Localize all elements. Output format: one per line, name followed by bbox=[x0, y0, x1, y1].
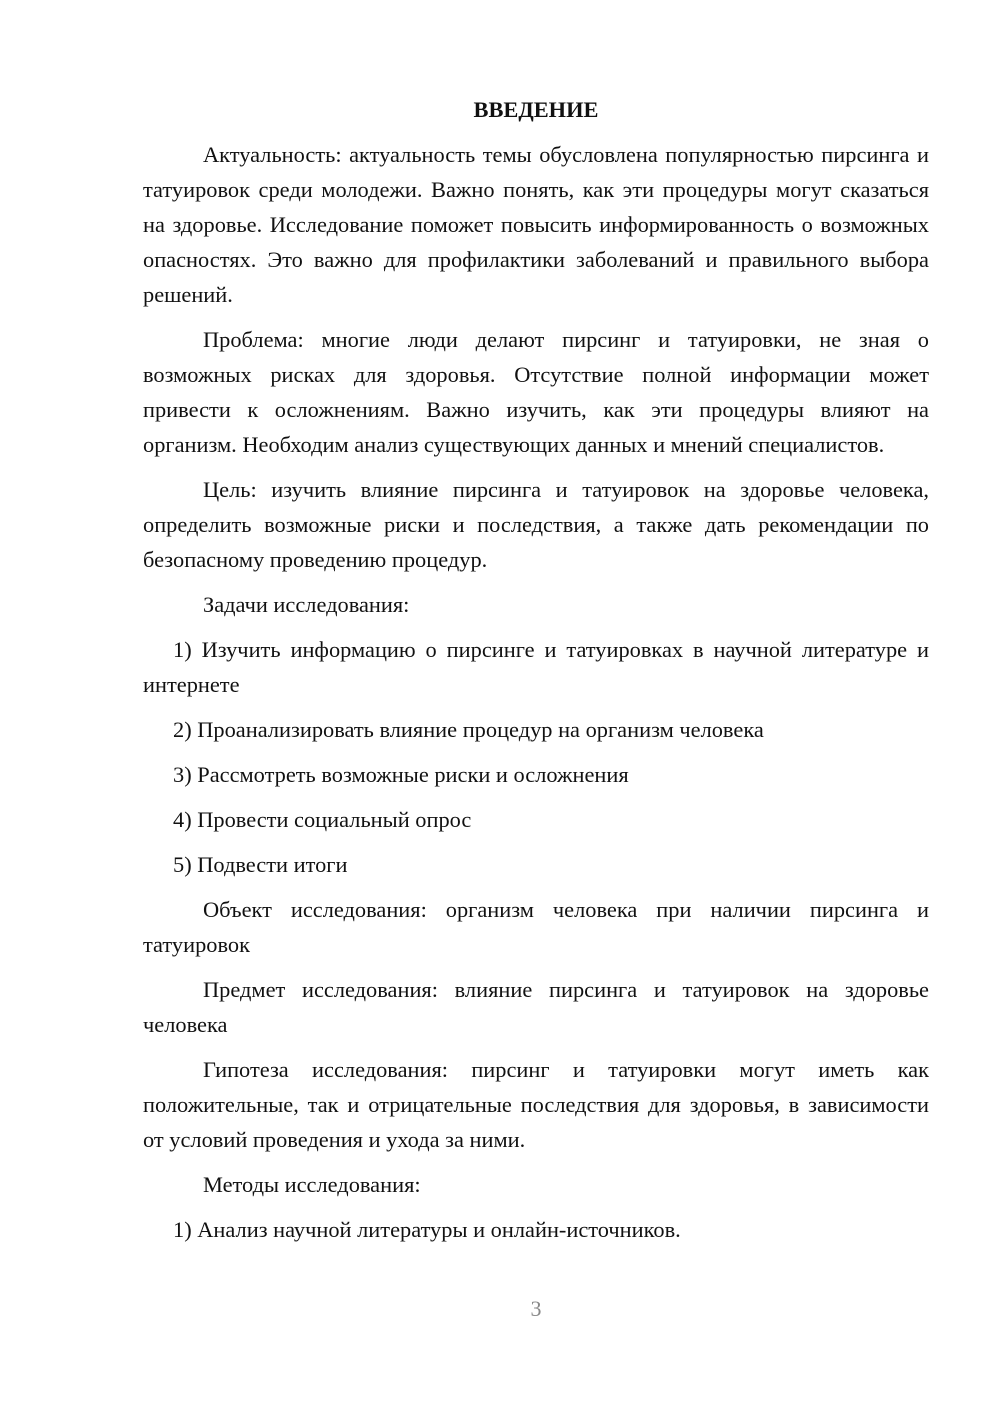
list-item: 1) Анализ научной литературы и онлайн-источников. bbox=[173, 1217, 681, 1242]
subject-paragraph: Предмет исследования: влияние пирсинга и татуировок на здоровье человека bbox=[143, 977, 929, 1037]
methods-heading: Методы исследования: bbox=[203, 1172, 421, 1197]
page-title: ВВЕДЕНИЕ bbox=[473, 97, 599, 122]
list-item: 1) Изучить информацию о пирсинге и татуировках в научной литературе и интернете bbox=[143, 637, 929, 697]
tasks-list bbox=[143, 632, 929, 882]
goal-paragraph: Цель: изучить влияние пирсинга и татуировок на здоровье человека, определить возможные риски и последствия, а также дать рекомендации по безопасному проведению процедур. bbox=[143, 477, 929, 572]
list-item: 3) Рассмотреть возможные риски и осложнения bbox=[173, 762, 629, 787]
hypothesis-paragraph: Гипотеза исследования: пирсинг и татуировки могут иметь как положительные, так и отрицательные последствия для здоровья, в зависимости от условий проведения и ухода за ними. bbox=[143, 1057, 929, 1152]
object-paragraph: Объект исследования: организм человека при наличии пирсинга и татуировок bbox=[143, 897, 929, 957]
list-item: 5) Подвести итоги bbox=[173, 852, 348, 877]
page-number: 3 bbox=[530, 1296, 542, 1321]
list-item: 4) Провести социальный опрос bbox=[173, 807, 472, 832]
document-body bbox=[143, 92, 929, 1257]
list-item: 2) Проанализировать влияние процедур на организм человека bbox=[173, 717, 764, 742]
methods-list bbox=[143, 1212, 929, 1247]
tasks-heading: Задачи исследования: bbox=[203, 592, 410, 617]
problem-paragraph: Проблема: многие люди делают пирсинг и татуировки, не зная о возможных рисках для здоровья. Отсутствие полной информации может привести к осложнениям. Важно изучить, как эти процедуры влияют на организм. Необходим анализ существующих данных и мнений специалистов. bbox=[143, 327, 929, 457]
relevance-paragraph: Актуальность: актуальность темы обусловлена популярностью пирсинга и татуировок среди молодежи. Важно понять, как эти процедуры могут сказаться на здоровье. Исследование поможет повысить информированность о возможных опасностях. Это важно для профилактики заболеваний и правильного выбора решений. bbox=[143, 142, 929, 307]
